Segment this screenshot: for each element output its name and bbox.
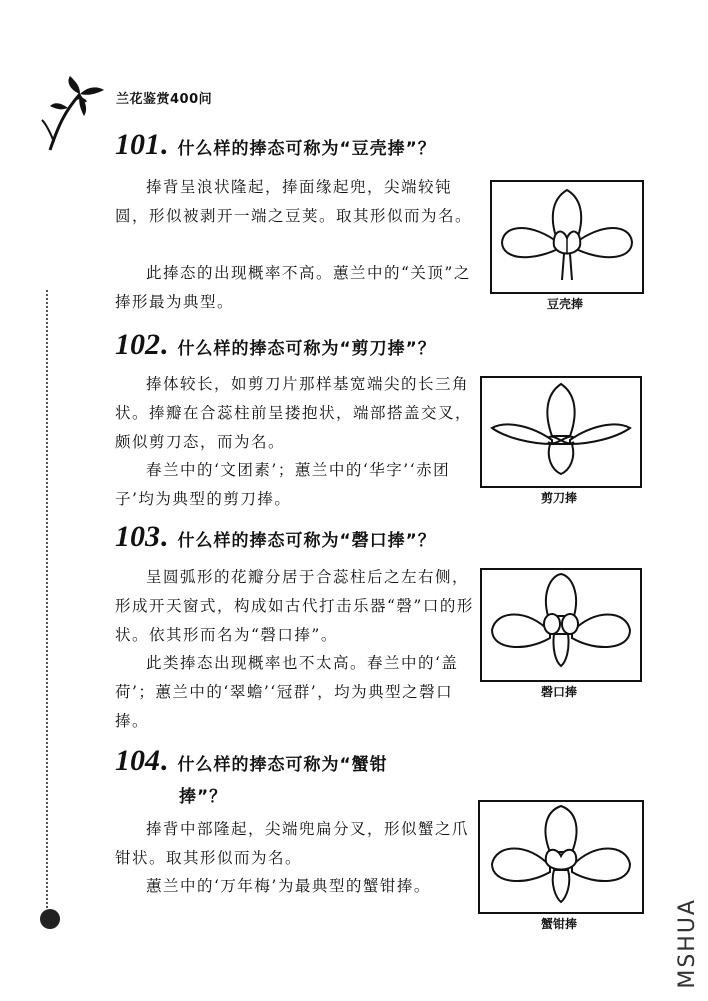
question-number: 103 (115, 520, 160, 553)
running-header: 兰花鉴赏400问 (116, 92, 213, 107)
question-title-line-2: 捧”？ (179, 787, 228, 807)
question-101-paragraph-1: 捧背呈浪状隆起，捧面缘起兜，尖端较钝圆，形似被剥开一端之豆荚。取其形似而为名。 (115, 178, 473, 225)
question-103-paragraph-2: 此类捧态出现概率也不太高。春兰中的‘盖荷’；蕙兰中的‘翠蟾’‘冠群’，均为典型之磬口捧。 (115, 654, 459, 730)
question-number: 104 (115, 744, 160, 777)
figure-bean-pod-petal (490, 180, 644, 294)
orchid-logo-icon (40, 72, 110, 156)
question-title-line-1: 什么样的捧态可称为“蟹钳 (177, 755, 388, 775)
question-title: 什么样的捧态可称为“磬口捧”？ (177, 531, 436, 551)
figure-scissors-petal (480, 376, 642, 488)
question-104-paragraph-2: 蕙兰中的‘万年梅’为最典型的蟹钳捧。 (146, 877, 431, 895)
figure-caption: 剪刀捧 (540, 491, 577, 505)
question-number-dot: . (160, 328, 168, 361)
figure-caption: 蟹钳捧 (540, 917, 577, 931)
question-number: 101 (115, 128, 160, 161)
page-corner-dot (40, 909, 60, 929)
question-title: 什么样的捧态可称为“剪刀捧”？ (177, 339, 436, 359)
figure-crab-claw-petal (478, 800, 644, 914)
question-number-dot: . (160, 520, 168, 553)
question-102-heading (115, 328, 655, 362)
question-102-paragraph-1: 捧体较长，如剪刀片那样基宽端尖的长三角状。捧瓣在合蕊柱前呈搂抱状，端部搭盖交叉，颇似剪刀态，而为名。 (115, 375, 473, 451)
figure-caption: 豆壳捧 (546, 297, 583, 311)
question-title: 什么样的捧态可称为“豆壳捧”？ (177, 139, 436, 159)
question-102-paragraph-2: 春兰中的‘文团素’；蕙兰中的‘华字’‘赤团子’均为典型的剪刀捧。 (115, 461, 451, 508)
question-103-paragraph-1: 呈圆弧形的花瓣分居于合蕊柱后之左右侧，形成开天窗式，构成如古代打击乐器“磬”口的形状。依其形而名为“磬口捧”。 (115, 568, 474, 644)
question-103-heading (115, 520, 655, 554)
question-101-heading (115, 128, 655, 162)
question-101-paragraph-2: 此捧态的出现概率不高。蕙兰中的“关顶”之捧形最为典型。 (115, 264, 471, 311)
question-number-dot: . (160, 744, 168, 777)
figure-chime-mouth-petal (480, 568, 642, 682)
question-number-dot: . (160, 128, 168, 161)
question-number: 102 (115, 328, 160, 361)
question-104-paragraph-1: 捧背中部隆起，尖端兜扁分叉，形似蟹之爪钳状。取其形似而为名。 (115, 820, 470, 867)
margin-dotted-rule (46, 290, 48, 920)
figure-caption: 磬口捧 (540, 685, 577, 699)
watermark: MSHUA (675, 898, 700, 989)
